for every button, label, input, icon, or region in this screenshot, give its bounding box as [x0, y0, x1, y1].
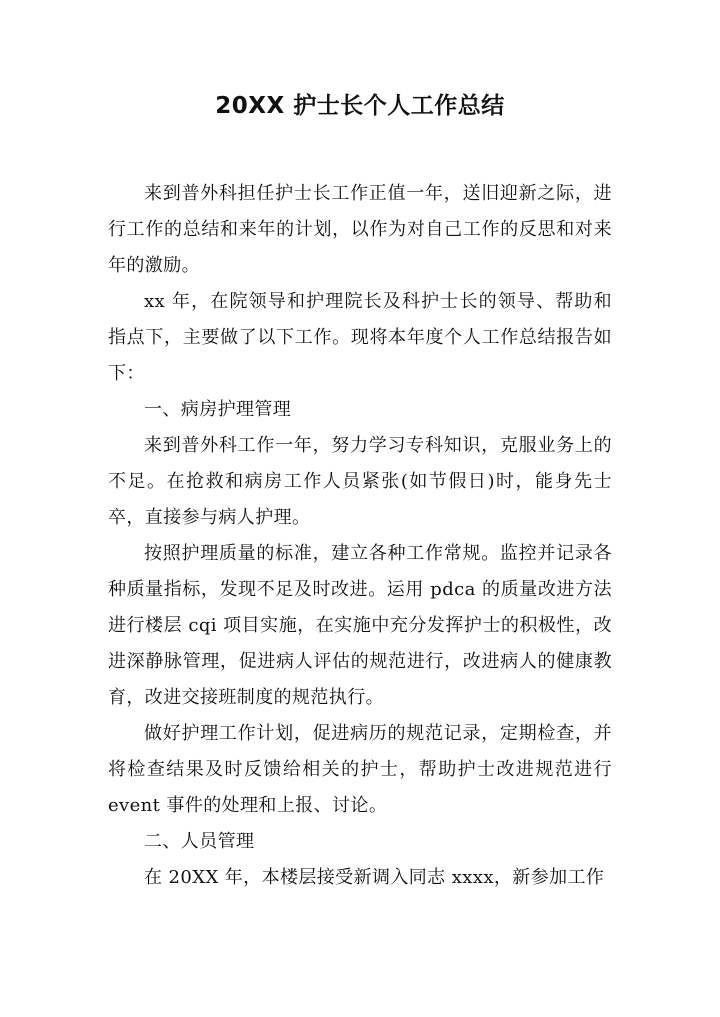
document-body [108, 176, 612, 896]
paragraph-intro: 来到普外科担任护士长工作正值一年，送旧迎新之际，进行工作的总结和来年的计划，以作为对自己工作的反思和对来年的激励。 [108, 183, 612, 276]
paragraph-quality-standards: 按照护理质量的标准，建立各种工作常规。监控并记录各种质量指标，发现不足及时改进。运用 pdca 的质量改进方法进行楼层 cqi 项目实施，在实施中充分发挥护士的积极性，改进深静脉管理，促进病人评估的规范进行，改进病人的健康教育，改进交接班制度的规范执行。 [108, 543, 612, 708]
section-heading-ward-management: 一、病房护理管理 [144, 399, 292, 420]
paragraph-work-plan: 做好护理工作计划，促进病历的规范记录，定期检查，并将检查结果及时反馈给相关的护士，帮助护士改进规范进行 event 事件的处理和上报、讨论。 [108, 723, 612, 816]
paragraph-ward-study: 来到普外科工作一年，努力学习专科知识，克服业务上的不足。在抢救和病房工作人员紧张(如节假日)时，能身先士卒，直接参与病人护理。 [108, 435, 612, 528]
paragraph-summary-lead: xx 年，在院领导和护理院长及科护士长的领导、帮助和指点下，主要做了以下工作。现将本年度个人工作总结报告如下： [108, 291, 612, 384]
section-heading-staff-management: 二、人员管理 [144, 831, 255, 852]
document-title: 20XX 护士长个人工作总结 [215, 93, 505, 119]
paragraph-new-staff: 在 20XX 年，本楼层接受新调入同志 xxxx，新参加工作 [144, 867, 605, 888]
